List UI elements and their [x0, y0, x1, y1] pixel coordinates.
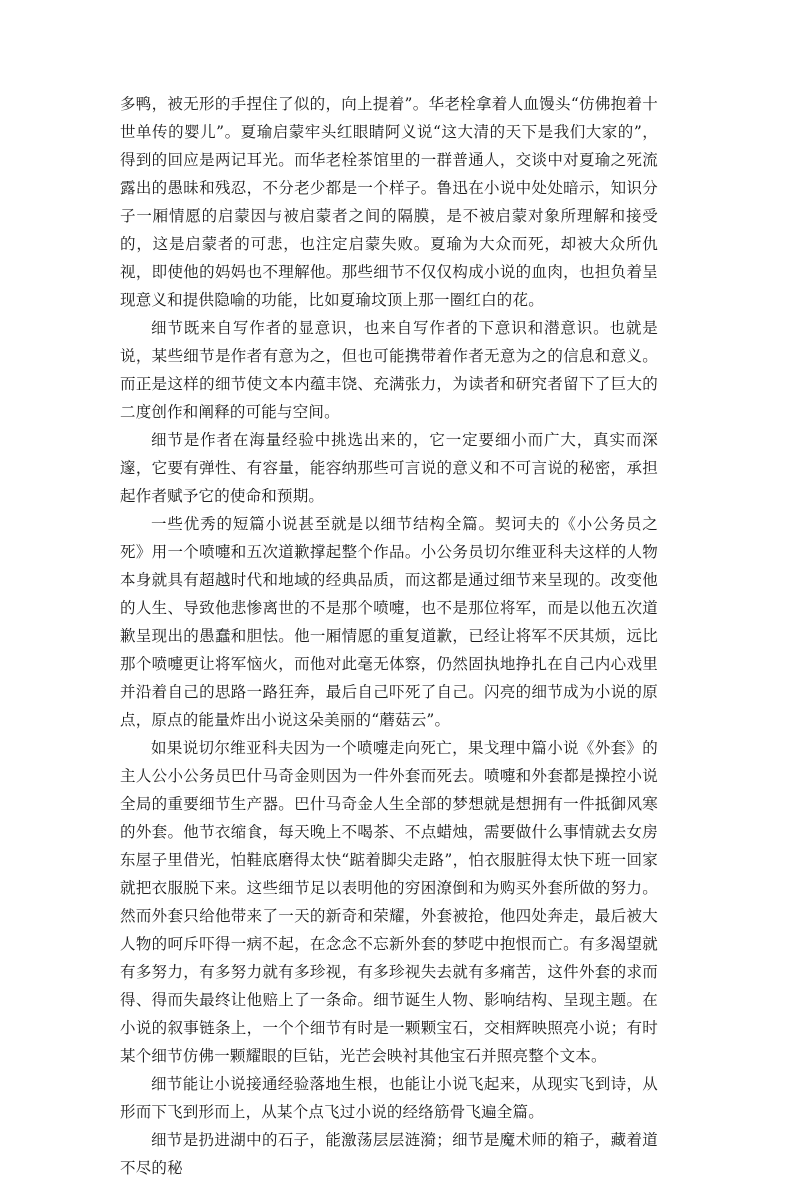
paragraph-4: 一些优秀的短篇小说甚至就是以细节结构全篇。契诃夫的《小公务员之死》用一个喷嚏和五次道歉撑起整个作品。小公务员切尔维亚科夫这样的人物本身就具有超越时代和地域的经典品质，而这都是通过细节来呈现的。改变他的人生、导致他悲惨离世的不是那个喷嚏，也不是那位将军，而是以他五次道歉呈现出的愚蠢和胆怯。他一厢情愿的重复道歉，已经让将军不厌其烦，远比那个喷嚏更让将军恼火，而他对此毫无体察，仍然固执地挣扎在自己内心戏里并沿着自己的思路一路狂奔，最后自己吓死了自己。闪亮的细节成为小说的原点，原点的能量炸出小说这朵美丽的“蘑菇云”。 — [120, 515, 658, 729]
paragraph-6: 细节能让小说接通经验落地生根，也能让小说飞起来，从现实飞到诗，从形而下飞到形而上，从某个点飞过小说的经络筋骨飞遍全篇。 — [120, 1075, 658, 1121]
document-page — [120, 90, 658, 1182]
paragraph-1: 多鸭，被无形的手捏住了似的，向上提着”。华老栓拿着人血馒头“仿佛抱着十世单传的婴儿”。夏瑜启蒙牢头红眼睛阿义说“这大清的天下是我们大家的”，得到的回应是两记耳光。而华老栓茶馆里的一群普通人，交谈中对夏瑜之死流露出的愚昧和残忍，不分老少都是一个样子。鲁迅在小说中处处暗示，知识分子一厢情愿的启蒙因与被启蒙者之间的隔膜，是不被启蒙对象所理解和接受的，这是启蒙者的可悲，也注定启蒙失败。夏瑜为大众而死，却被大众所仇视，即使他的妈妈也不理解他。那些细节不仅仅构成小说的血肉，也担负着呈现意义和提供隐喻的功能，比如夏瑜坟顶上那一圈红白的花。 — [120, 95, 658, 309]
paragraph-7: 细节是扔进湖中的石子，能激荡层层涟漪；细节是魔术师的箱子，藏着道不尽的秘 — [120, 1131, 658, 1177]
paragraph-2: 细节既来自写作者的显意识，也来自写作者的下意识和潜意识。也就是说，某些细节是作者有意为之，但也可能携带着作者无意为之的信息和意义。而正是这样的细节使文本内蕴丰饶、充满张力，为读者和研究者留下了巨大的二度创作和阐释的可能与空间。 — [120, 319, 658, 421]
paragraph-3: 细节是作者在海量经验中挑选出来的，它一定要细小而广大，真实而深邃，它要有弹性、有容量，能容纳那些可言说的意义和不可言说的秘密，承担起作者赋予它的使命和预期。 — [120, 431, 658, 505]
paragraph-5: 如果说切尔维亚科夫因为一个喷嚏走向死亡，果戈理中篇小说《外套》的主人公小公务员巴什马奇金则因为一件外套而死去。喷嚏和外套都是操控小说全局的重要细节生产器。巴什马奇金人生全部的梦想就是想拥有一件抵御风寒的外套。他节衣缩食，每天晚上不喝茶、不点蜡烛，需要做什么事情就去女房东屋子里借光，怕鞋底磨得太快“踮着脚尖走路”，怕衣服脏得太快下班一回家就把衣服脱下来。这些细节足以表明他的穷困潦倒和为购买外套所做的努力。然而外套只给他带来了一天的新奇和荣耀，外套被抢，他四处奔走，最后被大人物的呵斥吓得一病不起，在念念不忘新外套的梦呓中抱恨而亡。有多渴望就有多努力，有多努力就有多珍视，有多珍视失去就有多痛苦，这件外套的求而得、得而失最终让他赔上了一条命。细节诞生人物、影响结构、呈现主题。在小说的叙事链条上，一个个细节有时是一颗颗宝石，交相辉映照亮小说；有时某个细节仿佛一颗耀眼的巨钻，光芒会映衬其他宝石并照亮整个文本。 — [120, 739, 658, 1065]
